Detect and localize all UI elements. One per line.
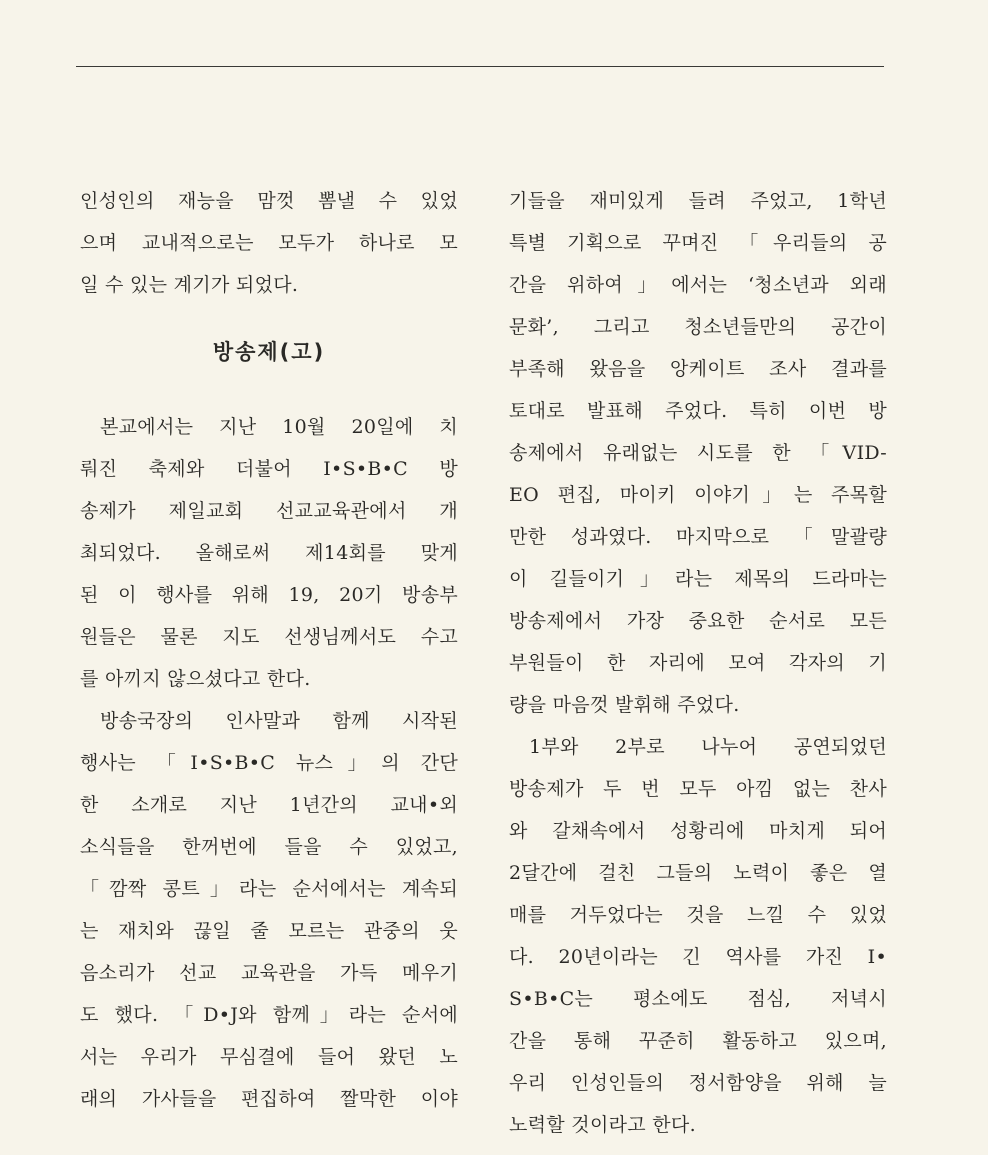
- text-line: 으며 교내적으로는 모두가 하나로 모: [80, 232, 458, 254]
- text-line: 래의 가사들을 편집하여 짤막한 이야: [80, 1088, 458, 1110]
- text-line: 방송제에서 가장 중요한 순서로 모든: [509, 610, 887, 632]
- text-line: 한 소개로 지난 1년간의 교내•외: [80, 794, 458, 816]
- text-line: 부원들이 한 자리에 모여 각자의 기: [509, 652, 887, 674]
- text-line: S•B•C는 평소에도 점심, 저녁시: [509, 988, 887, 1010]
- right-column: [509, 180, 887, 1146]
- text-line: 간을 통해 꾸준히 활동하고 있으며,: [509, 1030, 887, 1052]
- text-line: 송제가 제일교회 선교교육관에서 개: [80, 500, 458, 522]
- paragraph: [80, 406, 458, 700]
- text-line: 토대로 발표해 주었다. 특히 이번 방: [509, 400, 887, 422]
- text-line: 일 수 있는 계기가 되었다.: [80, 274, 299, 296]
- paragraph: [80, 700, 458, 1120]
- text-line: 매를 거두었다는 것을 느낄 수 있었: [509, 904, 887, 926]
- left-column: [80, 180, 458, 1120]
- paragraph: [509, 726, 887, 1146]
- text-line: 와 갈채속에서 성황리에 마치게 되어: [509, 820, 887, 842]
- text-line: 된 이 행사를 위해 19, 20기 방송부: [80, 584, 458, 606]
- text-line: 를 아끼지 않으셨다고 한다.: [80, 668, 311, 690]
- text-line: 는 재치와 끊일 줄 모르는 관중의 웃: [80, 920, 458, 942]
- text-line: 문화’, 그리고 청소년들만의 공간이: [509, 316, 887, 338]
- text-line: 노력할 것이라고 한다.: [509, 1114, 696, 1136]
- text-line: 우리 인성인들의 정서함양을 위해 늘: [509, 1072, 887, 1094]
- paragraph: [509, 180, 887, 726]
- text-line: 방송제가 두 번 모두 아낌 없는 찬사: [509, 778, 887, 800]
- section-heading: 방송제(고): [212, 340, 326, 364]
- text-line: 다. 20년이라는 긴 역사를 가진 I•: [509, 946, 887, 968]
- text-line: 방송국장의 인사말과 함께 시작된: [100, 710, 458, 732]
- text-line: 본교에서는 지난 10월 20일에 치: [100, 416, 458, 438]
- text-line: 최되었다. 올해로써 제14회를 맞게: [80, 542, 458, 564]
- text-line: 원들은 물론 지도 선생님께서도 수고: [80, 626, 458, 648]
- text-line: 도 했다. 「D•J와 함께」라는 순서에: [80, 1004, 458, 1026]
- text-line: 2달간에 걸친 그들의 노력이 좋은 열: [509, 862, 887, 884]
- text-line: 만한 성과였다. 마지막으로 「말괄량: [509, 526, 887, 548]
- text-line: 「깜짝 콩트」라는 순서에서는 계속되: [80, 878, 458, 900]
- text-line: 송제에서 유래없는 시도를 한 「VID-: [509, 442, 887, 464]
- text-line: 이 길들이기」라는 제목의 드라마는: [509, 568, 887, 590]
- text-line: 뤄진 축제와 더불어 I•S•B•C 방: [80, 458, 458, 480]
- top-rule: [76, 66, 884, 67]
- text-line: 행사는 「I•S•B•C 뉴스」의 간단: [80, 752, 458, 774]
- text-line: 부족해 왔음을 앙케이트 조사 결과를: [509, 358, 887, 380]
- text-line: 량을 마음껏 발휘해 주었다.: [509, 694, 740, 716]
- text-line: 음소리가 선교 교육관을 가득 메우기: [80, 962, 458, 984]
- text-line: 1부와 2부로 나누어 공연되었던: [529, 736, 887, 758]
- text-line: 간을 위하여」에서는 ‘청소년과 외래: [509, 274, 887, 296]
- text-line: 서는 우리가 무심결에 들어 왔던 노: [80, 1046, 458, 1068]
- paragraph: [80, 180, 458, 306]
- text-line: 기들을 재미있게 들려 주었고, 1학년: [509, 190, 887, 212]
- text-line: 인성인의 재능을 맘껏 뽐낼 수 있었: [80, 190, 458, 212]
- text-line: 특별 기획으로 꾸며진 「우리들의 공: [509, 232, 887, 254]
- text-line: EO 편집, 마이키 이야기」는 주목할: [509, 484, 887, 506]
- text-line: 소식들을 한꺼번에 들을 수 있었고,: [80, 836, 458, 858]
